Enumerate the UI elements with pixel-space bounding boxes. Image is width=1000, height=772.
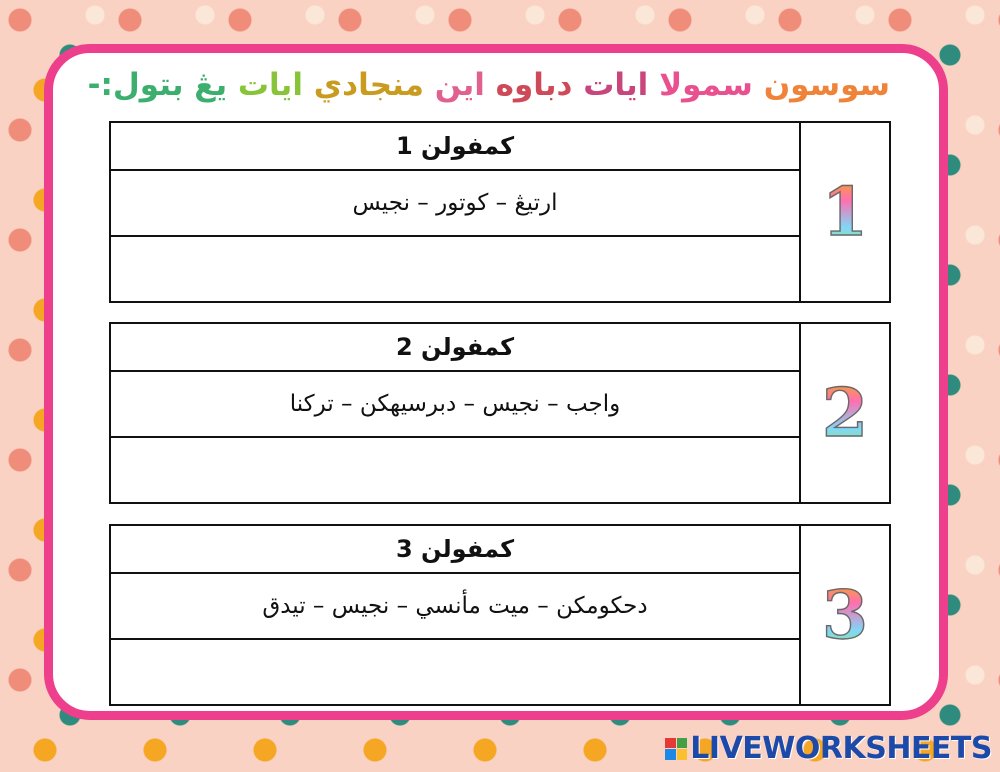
group-number-cell <box>799 123 889 301</box>
answer-input[interactable] <box>123 446 787 494</box>
answer-row <box>111 438 799 502</box>
title-word: سوسون <box>763 67 890 103</box>
logo-text: LIVEWORKSHEETS <box>690 731 992 766</box>
group-1 <box>109 121 891 303</box>
title-word: سمولا <box>659 67 753 103</box>
group-number: 2 <box>822 374 868 452</box>
answer-row <box>111 237 799 301</box>
group-number-cell <box>799 526 889 704</box>
group-rows <box>111 123 799 301</box>
group-heading: كمفولن 3 <box>111 526 799 574</box>
group-number-cell <box>799 324 889 502</box>
group-number: 1 <box>822 173 868 251</box>
logo-badge-square <box>677 749 688 760</box>
word-list: دحكومكن – ميت مأنسي – نجيس – تيدق <box>111 574 799 640</box>
group-rows <box>111 324 799 502</box>
answer-input[interactable] <box>123 245 787 293</box>
title-word: يڠ بتول:- <box>87 67 228 103</box>
group-rows <box>111 526 799 704</box>
group-3 <box>109 524 891 706</box>
liveworksheets-logo[interactable] <box>665 731 992 766</box>
title-word: دباوه <box>495 67 573 103</box>
logo-badge-icon <box>665 738 687 760</box>
group-heading: كمفولن 1 <box>111 123 799 171</box>
group-heading: كمفولن 2 <box>111 324 799 372</box>
title-word: ايات <box>237 67 303 103</box>
word-list: واجب – نجيس – دبرسيهكن – تركنا <box>111 372 799 438</box>
logo-badge-square <box>665 738 676 749</box>
group-number: 3 <box>822 576 868 654</box>
word-list: ارتيڠ – كوتور – نجيس <box>111 171 799 237</box>
group-2 <box>109 322 891 504</box>
title-word: منجادي <box>313 67 424 103</box>
title-word: ايات <box>583 67 649 103</box>
answer-row <box>111 640 799 704</box>
logo-badge-square <box>665 749 676 760</box>
answer-input[interactable] <box>123 648 787 696</box>
title-word: اين <box>434 67 485 103</box>
worksheet-title <box>87 60 890 110</box>
logo-badge-square <box>677 738 688 749</box>
